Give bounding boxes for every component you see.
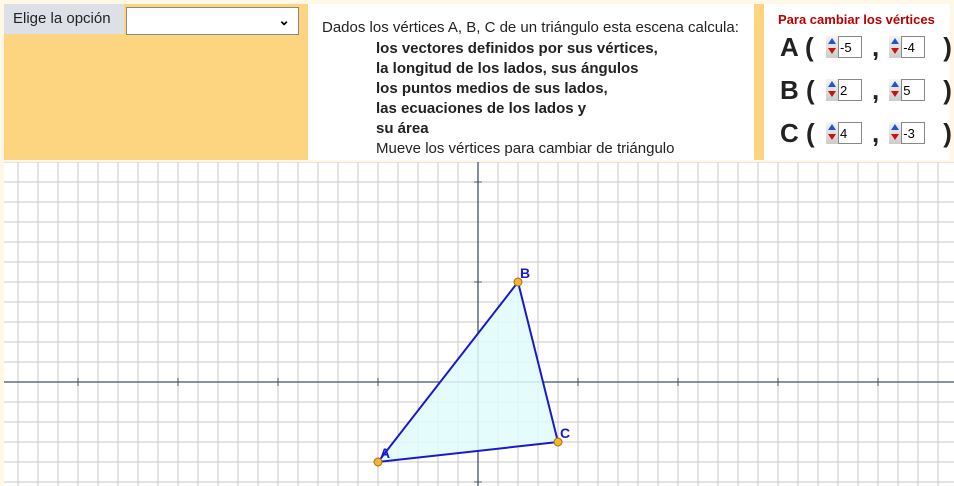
comma: ,: [872, 75, 880, 105]
vertex-label: C (: [780, 118, 815, 148]
option-select[interactable]: [126, 7, 299, 35]
vertex-A-y-input[interactable]: [901, 36, 925, 58]
divider: [754, 4, 764, 160]
vertex-A-x-spinner[interactable]: [826, 36, 864, 58]
arrow-down-icon[interactable]: [828, 48, 836, 54]
vertex-C-y-spinner[interactable]: [889, 122, 927, 144]
vertex-label-C: C: [560, 425, 571, 441]
arrow-up-icon[interactable]: [891, 124, 899, 130]
comma: ,: [872, 118, 880, 148]
description-item: la longitud de los lados, sus ángulos: [376, 60, 639, 77]
vertex-row-A: [780, 30, 952, 64]
coordinate-plane[interactable]: [4, 162, 954, 486]
vertex-label-B: B: [520, 265, 531, 281]
vertex-C-x-spinner[interactable]: [826, 122, 864, 144]
arrow-up-icon[interactable]: [828, 124, 836, 130]
options-panel: [4, 4, 308, 160]
vertex-C-y-input[interactable]: [901, 122, 925, 144]
vertices-panel: [764, 4, 950, 160]
chevron-down-icon: ⌄: [278, 12, 290, 28]
description-hint: Mueve los vértices para cambiar de triángulo: [376, 140, 675, 157]
spinner-arrows[interactable]: [889, 36, 901, 58]
description-item: los puntos medios de sus lados,: [376, 80, 608, 97]
spinner-arrows[interactable]: [889, 122, 901, 144]
arrow-down-icon[interactable]: [828, 134, 836, 140]
arrow-up-icon[interactable]: [828, 38, 836, 44]
spinner-arrows[interactable]: [889, 79, 901, 101]
vertex-B-x-input[interactable]: [838, 79, 862, 101]
vertex-A-y-spinner[interactable]: [889, 36, 927, 58]
vertex-C-x-input[interactable]: [838, 122, 862, 144]
spinner-arrows[interactable]: [826, 79, 838, 101]
option-label: Elige la opción: [4, 4, 124, 34]
vertex-label: B (: [780, 75, 815, 105]
vertices-title: Para cambiar los vértices: [778, 12, 935, 27]
arrow-down-icon[interactable]: [828, 91, 836, 97]
description-panel: [308, 4, 754, 160]
description-item: su área: [376, 120, 429, 137]
close-paren: ): [943, 75, 952, 105]
spinner-arrows[interactable]: [826, 122, 838, 144]
vertex-A-x-input[interactable]: [838, 36, 862, 58]
close-paren: ): [943, 118, 952, 148]
vertex-row-B: [780, 73, 952, 107]
spinner-arrows[interactable]: [826, 36, 838, 58]
description-intro: Dados los vértices A, B, C de un triángulo esta escena calcula:: [322, 19, 739, 36]
arrow-up-icon[interactable]: [891, 81, 899, 87]
comma: ,: [872, 32, 880, 62]
vertex-B-y-spinner[interactable]: [889, 79, 927, 101]
vertex-label: A (: [780, 32, 814, 62]
vertex-B-y-input[interactable]: [901, 79, 925, 101]
vertex-row-C: [780, 116, 952, 150]
vertex-label-A: A: [380, 445, 391, 461]
arrow-up-icon[interactable]: [891, 38, 899, 44]
description-item: los vectores definidos por sus vértices,: [376, 40, 658, 57]
arrow-down-icon[interactable]: [891, 91, 899, 97]
vertex-B-x-spinner[interactable]: [826, 79, 864, 101]
close-paren: ): [943, 32, 952, 62]
arrow-up-icon[interactable]: [828, 81, 836, 87]
arrow-down-icon[interactable]: [891, 134, 899, 140]
arrow-down-icon[interactable]: [891, 48, 899, 54]
description-item: las ecuaciones de los lados y: [376, 100, 587, 117]
